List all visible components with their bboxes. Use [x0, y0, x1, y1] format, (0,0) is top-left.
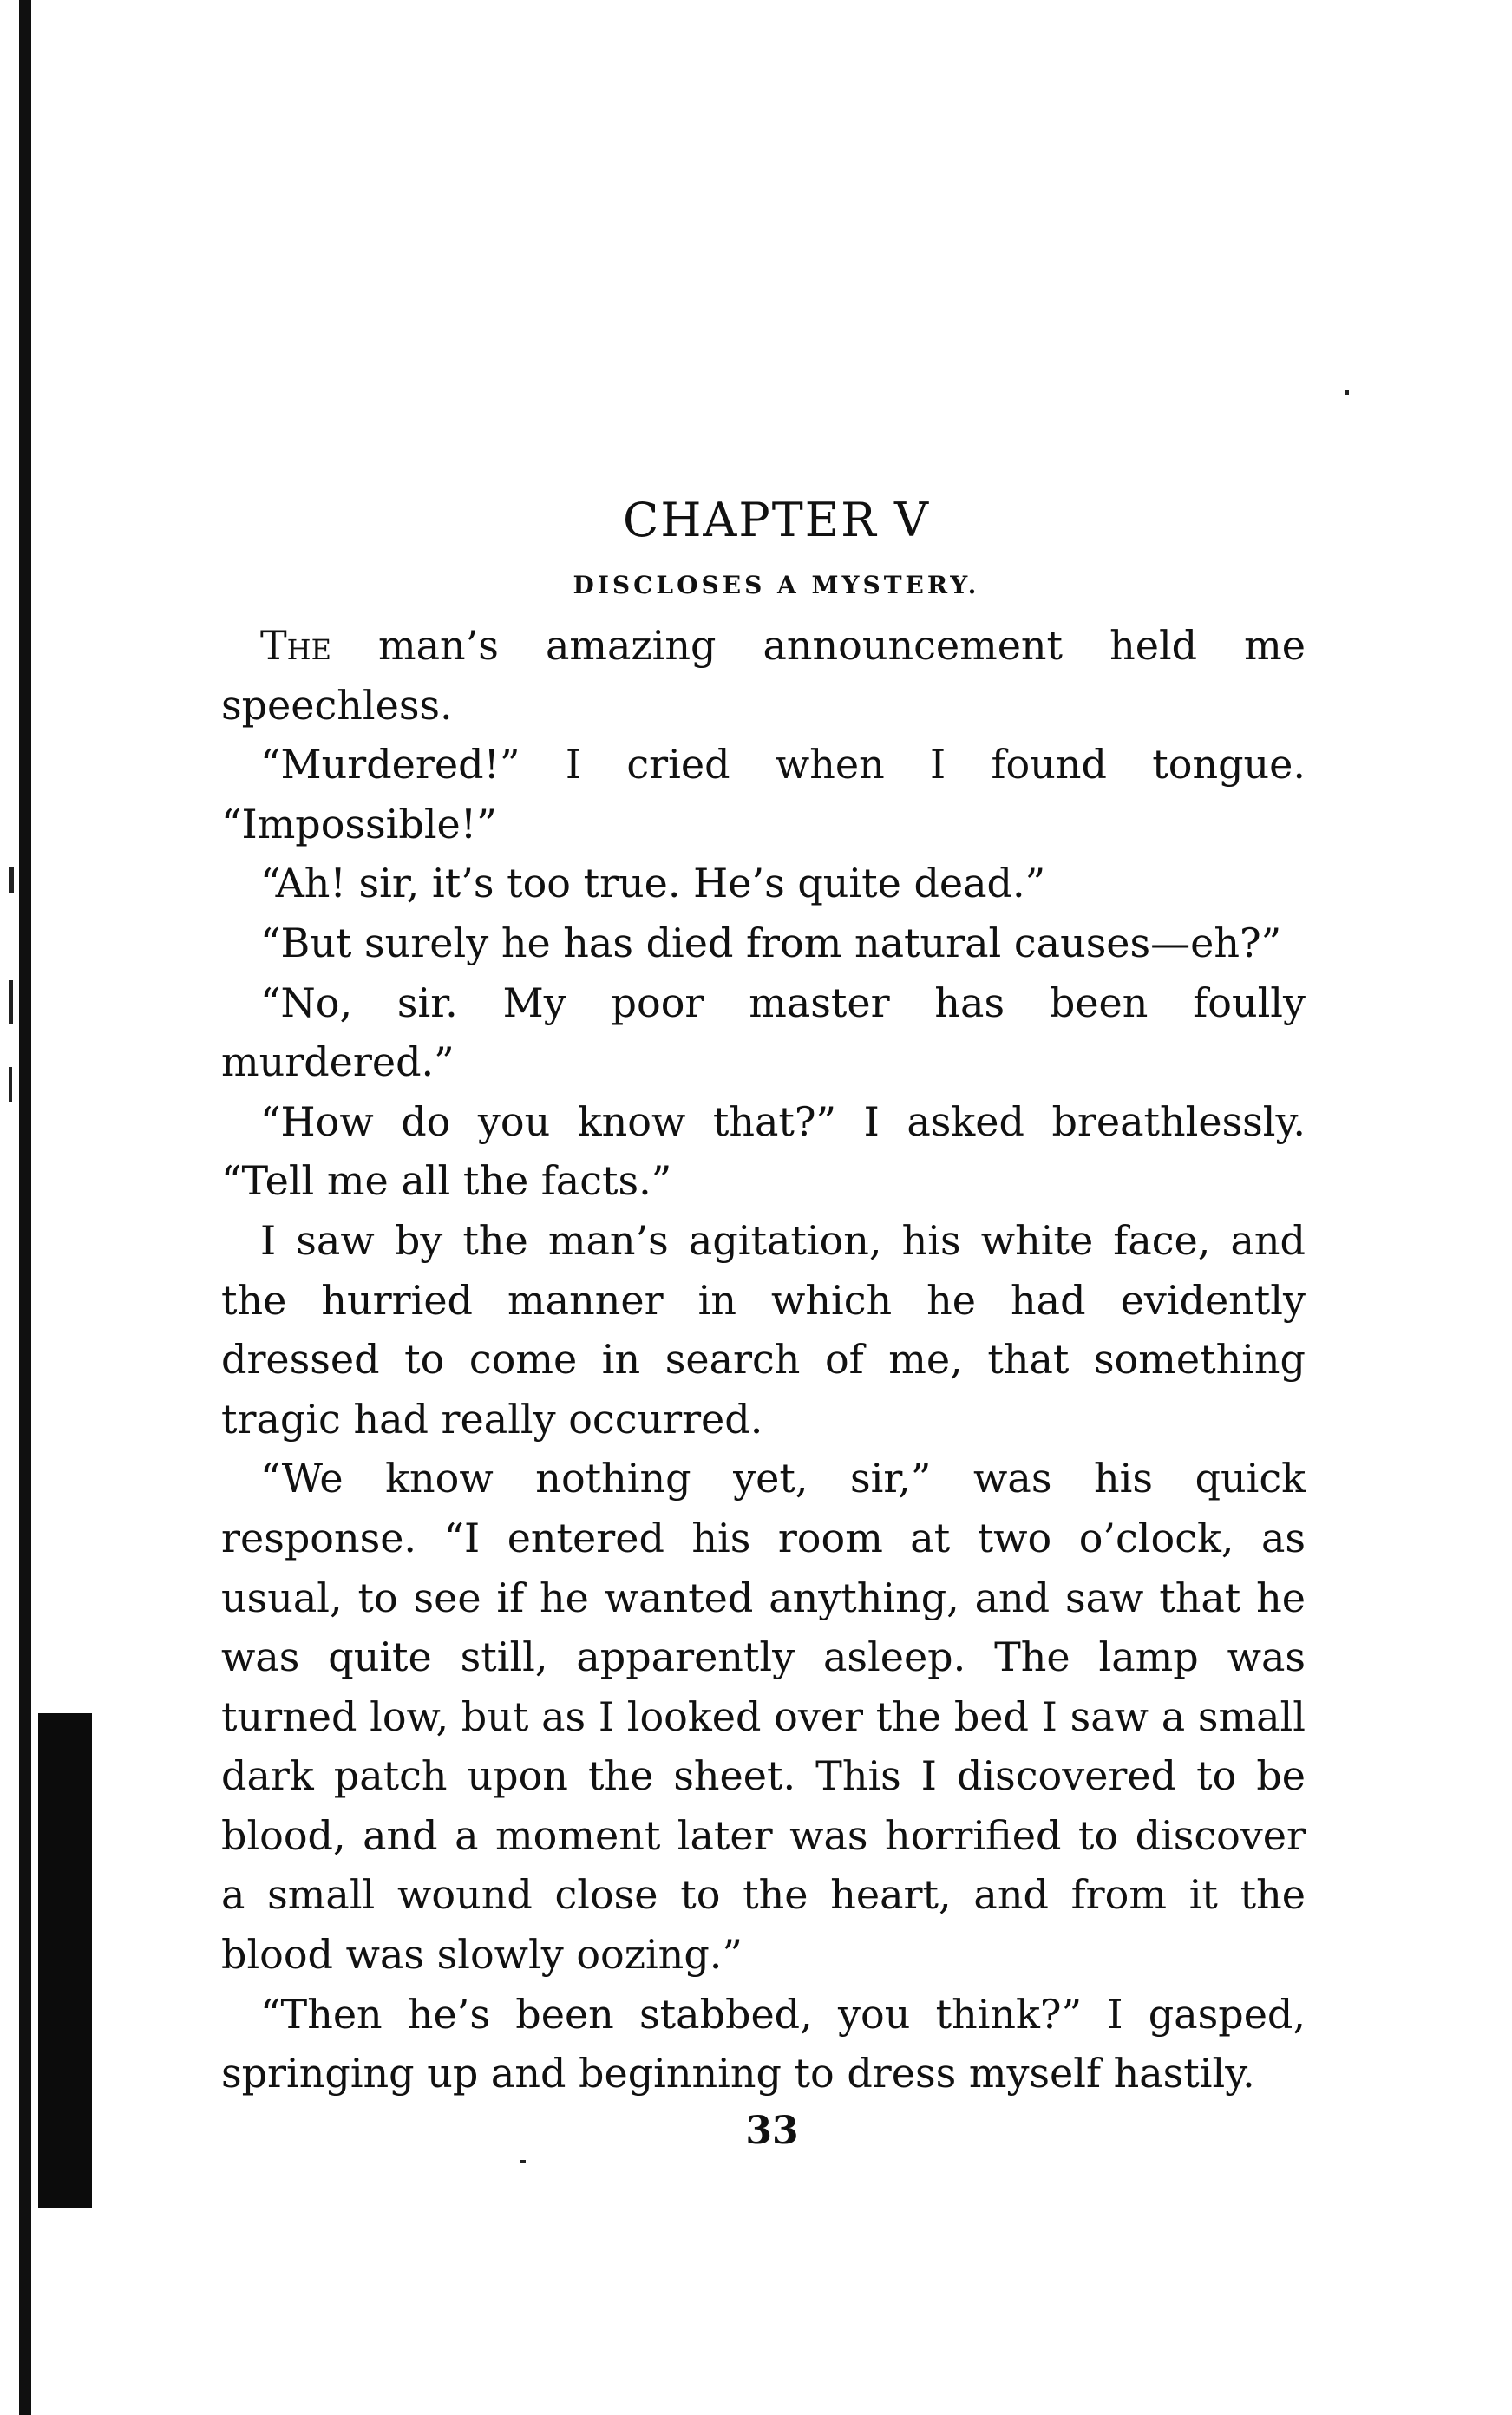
- scan-speck: [9, 867, 14, 893]
- paragraph: “But surely he has died from natural causes—eh?”: [260, 919, 1282, 966]
- book-page: [221, 486, 1306, 2159]
- scan-speck: [9, 1067, 12, 1102]
- paragraph-text: man’s amazing announcement held me speechless.: [221, 622, 1306, 729]
- chapter-body: [221, 616, 1306, 2104]
- paragraph: “Then he’s been stabbed, you think?” I gasped, springing up and beginning to dress myself hastily.: [221, 1990, 1306, 2098]
- scan-speck: [520, 2160, 526, 2163]
- chapter-title: CHAPTER V: [623, 493, 930, 547]
- paragraph: I saw by the man’s agitation, his white face, and the hurried manner in which he had evidently dressed to come in search of me, that something tragic had really occurred.: [221, 1216, 1306, 1443]
- scan-speck: [9, 980, 13, 1024]
- scan-speck: [1345, 390, 1349, 395]
- page-number: 33: [745, 2108, 799, 2153]
- chapter-subtitle: DISCLOSES A MYSTERY.: [573, 571, 980, 599]
- scan-edge-bar: [19, 0, 31, 2415]
- paragraph: “Ah! sir, it’s too true. He’s quite dead.”: [260, 860, 1046, 907]
- scan-margin-shadow: [38, 1713, 92, 2208]
- paragraph-lead-word: The: [260, 622, 331, 669]
- paragraph: “How do you know that?” I asked breathlessly. “Tell me all the facts.”: [221, 1097, 1306, 1205]
- paragraph: “Murdered!” I cried when I found tongue. “Impossible!”: [221, 741, 1306, 848]
- paragraph: “We know nothing yet, sir,” was his quick response. “I entered his room at two o’clock, as usual, to see if he wanted anything, and saw that he was quite still, apparently asleep. The lamp was turned low, but as I looked over the bed I saw a small dark patch upon the sheet. This I discovered to be blood, and a moment later was horrified to discover a small wound close to the heart, and from it the blood was slowly oozing.”: [221, 1455, 1306, 1979]
- paragraph: “No, sir. My poor master has been foully murdered.”: [221, 978, 1306, 1086]
- paragraph: [221, 616, 1306, 735]
